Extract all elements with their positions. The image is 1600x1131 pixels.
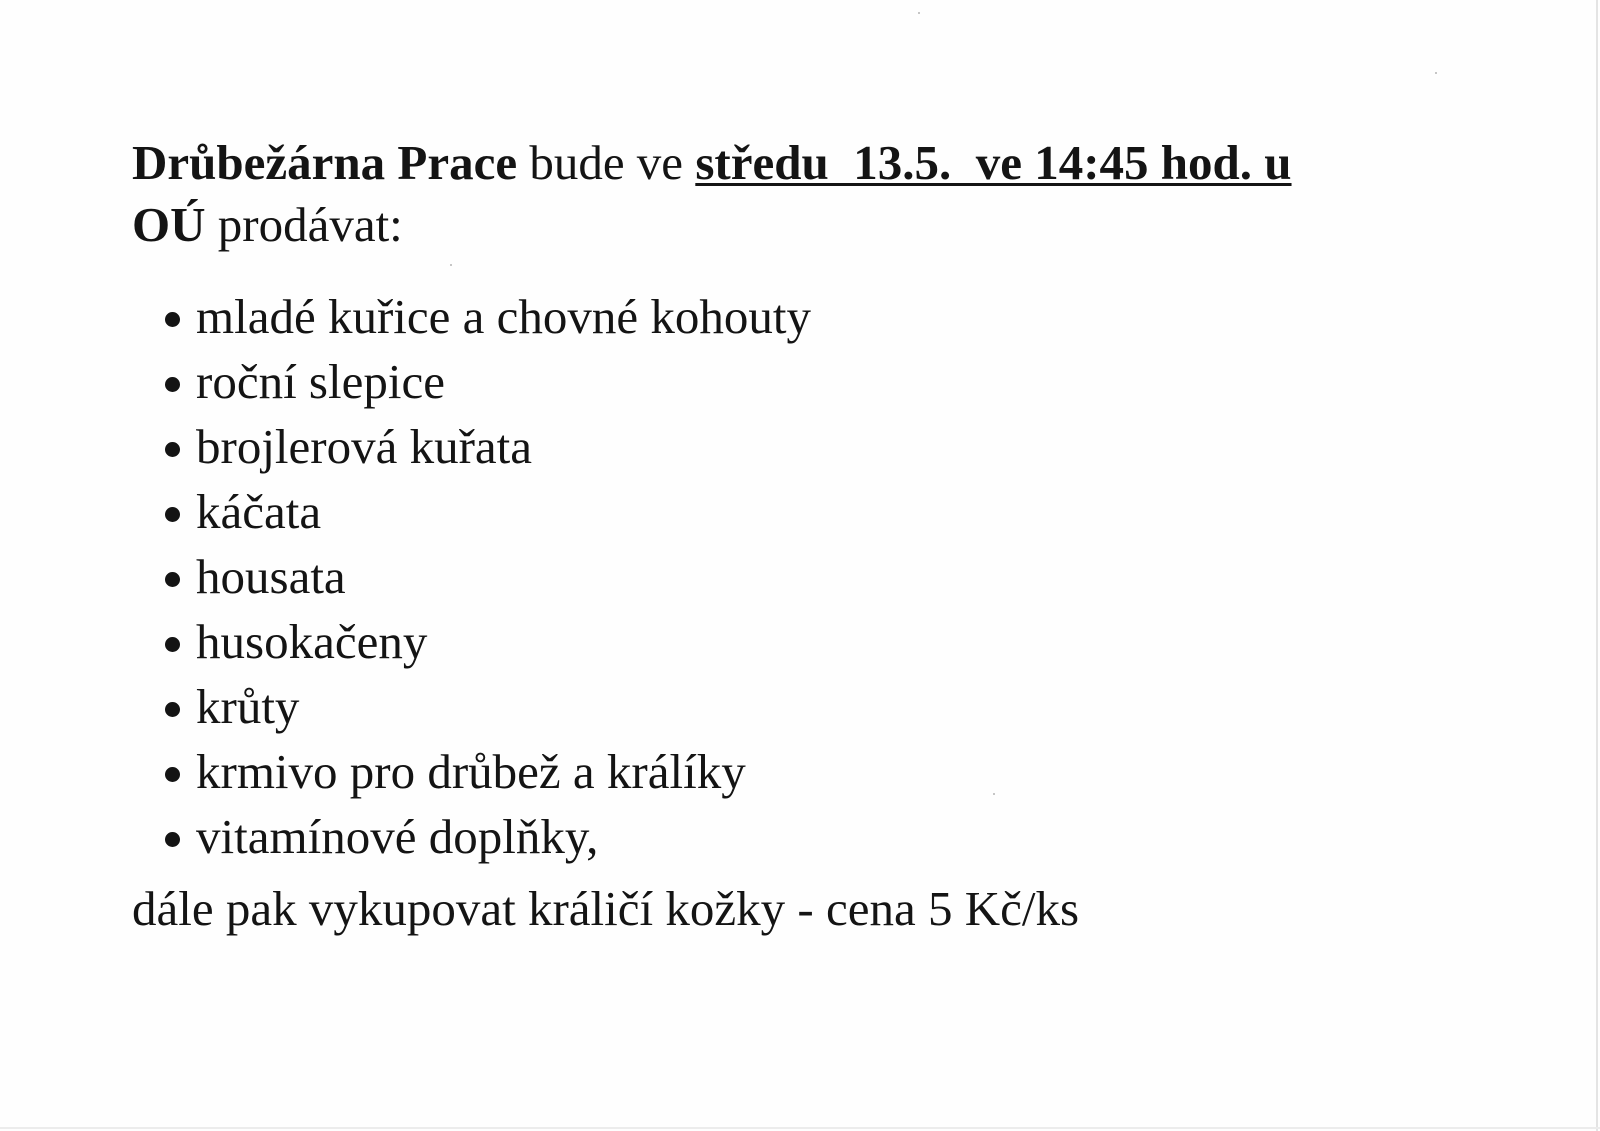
notice-headline — [132, 132, 1392, 256]
item-label: roční slepice — [196, 353, 445, 409]
item-label: káčata — [196, 483, 322, 539]
bullet-icon — [165, 312, 180, 327]
item-label: housata — [196, 548, 346, 604]
scan-edge-right — [1596, 0, 1598, 1131]
item-label: krmivo pro drůbež a králíky — [196, 743, 746, 799]
item-label: krůty — [196, 678, 300, 734]
list-item — [165, 674, 811, 739]
scan-speck — [918, 12, 920, 14]
bullet-icon — [165, 572, 180, 587]
list-item — [165, 609, 811, 674]
bullet-icon — [165, 377, 180, 392]
bullet-icon — [165, 702, 180, 717]
sale-place: OÚ — [132, 197, 206, 252]
bullet-icon — [165, 637, 180, 652]
bullet-icon — [165, 507, 180, 522]
list-item — [165, 479, 811, 544]
company-name: Drůbežárna Prace — [132, 135, 518, 190]
headline-text: bude ve — [517, 135, 696, 190]
bullet-icon — [165, 442, 180, 457]
closing-line: dále pak vykupovat králičí kožky - cena 5 Kč/ks — [132, 881, 1080, 936]
scan-edge-bottom — [0, 1127, 1600, 1129]
date-time: středu 13.5. ve 14:45 hod. u — [695, 135, 1292, 190]
bullet-icon — [165, 767, 180, 782]
list-item — [165, 544, 811, 609]
list-item — [165, 284, 811, 349]
headline-text-end: prodávat: — [205, 197, 403, 252]
scan-speck — [993, 793, 995, 795]
bullet-icon — [165, 832, 180, 847]
scan-speck — [450, 264, 452, 266]
item-label: vitamínové doplňky, — [196, 808, 599, 864]
item-label: husokačeny — [196, 613, 428, 669]
product-list — [165, 284, 811, 869]
list-item — [165, 349, 811, 414]
list-item — [165, 804, 811, 869]
scan-speck — [1435, 72, 1437, 74]
item-label: brojlerová kuřata — [196, 418, 533, 474]
list-item — [165, 739, 811, 804]
item-label: mladé kuřice a chovné kohouty — [196, 288, 812, 344]
list-item — [165, 414, 811, 479]
